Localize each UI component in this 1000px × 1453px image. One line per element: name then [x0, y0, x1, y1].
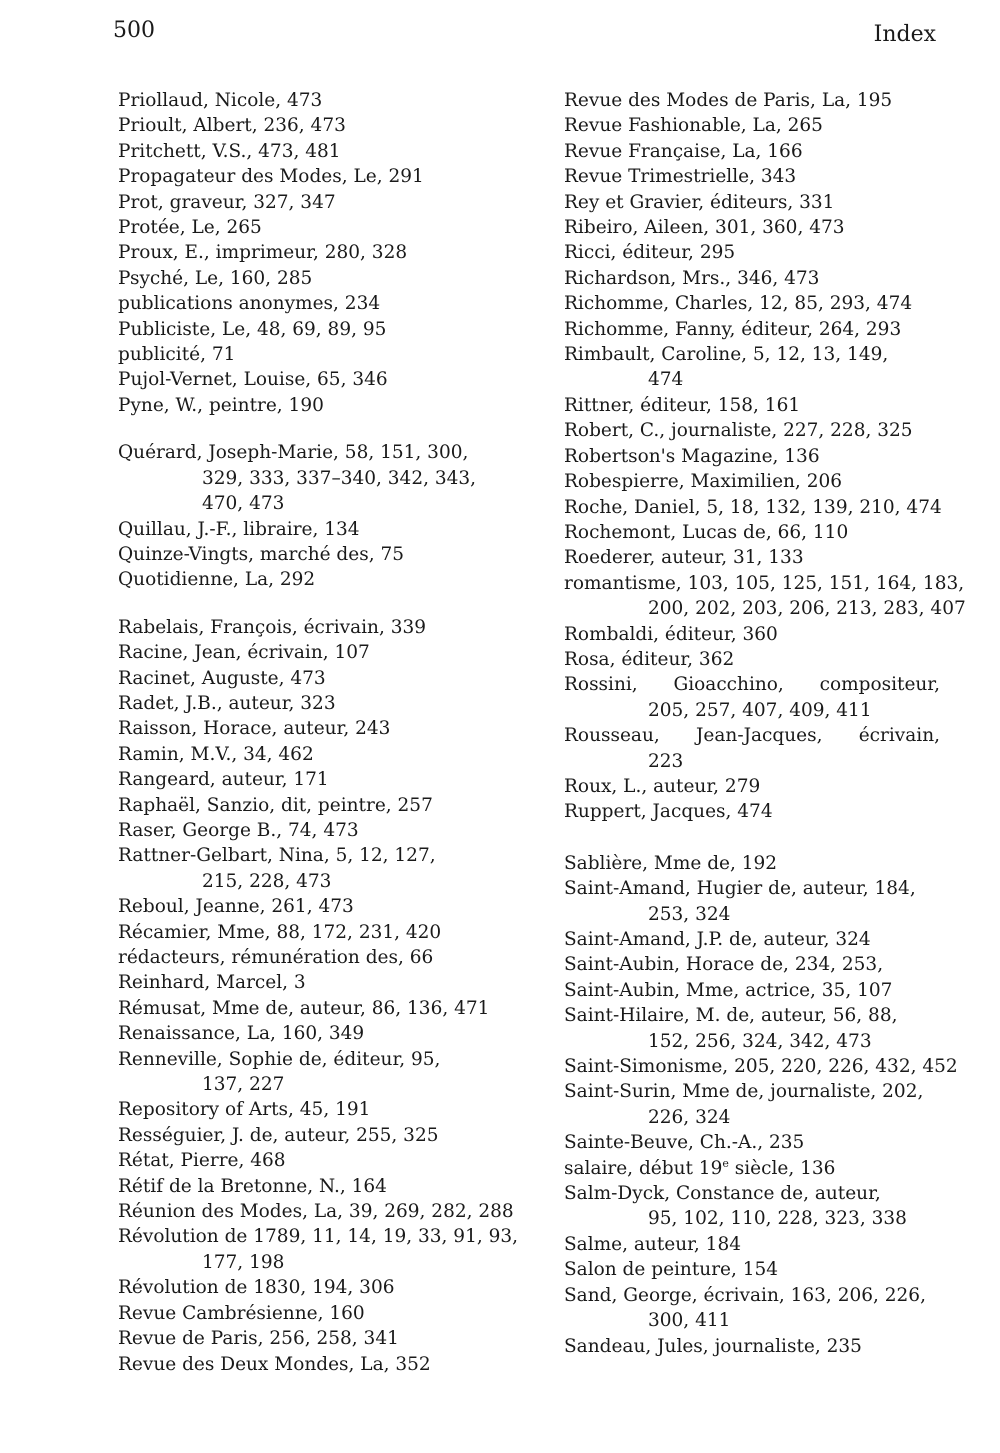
- index-entry: [564, 1156, 940, 1181]
- index-entry: Saint-Aubin, Horace de, 234, 253,: [564, 954, 884, 976]
- index-entry: Racinet, Auguste, 473: [118, 667, 326, 689]
- index-entry-part: Gioacchino,: [673, 674, 784, 696]
- index-entry-continuation: 205, 257, 407, 409, 411: [648, 699, 872, 721]
- index-entry: Salon de peinture, 154: [564, 1259, 779, 1281]
- running-head: Index: [873, 22, 936, 47]
- index-entry: Pritchett, V.S., 473, 481: [118, 140, 341, 162]
- index-entry: Réunion des Modes, La, 39, 269, 282, 288: [118, 1201, 514, 1223]
- index-entry-part: Jean-Jacques,: [696, 725, 823, 747]
- index-entry: Radet, J.B., auteur, 323: [118, 692, 336, 714]
- index-entry: Protée, Le, 265: [118, 217, 262, 239]
- index-entry: Reinhard, Marcel, 3: [118, 972, 306, 994]
- index-entry: Sandeau, Jules, journaliste, 235: [564, 1335, 862, 1357]
- index-entry: Ribeiro, Aileen, 301, 360, 473: [564, 217, 845, 239]
- index-entry-continuation: 177, 198: [202, 1251, 285, 1273]
- index-entry: Pujol-Vernet, Louise, 65, 346: [118, 369, 388, 391]
- index-entry: Raphaël, Sanzio, dit, peintre, 257: [118, 794, 433, 816]
- section-gap: [564, 825, 940, 851]
- index-entry: Robertson's Magazine, 136: [564, 445, 820, 467]
- index-entry-continuation: 474: [648, 369, 684, 391]
- index-entry: Richardson, Mrs., 346, 473: [564, 267, 820, 289]
- section-gap: [118, 418, 498, 440]
- index-entry: Révolution de 1789, 11, 14, 19, 33, 91, 93,: [118, 1226, 519, 1248]
- index-entry: Rombaldi, éditeur, 360: [564, 623, 778, 645]
- index-entry: [564, 672, 940, 697]
- index-entry: Pyne, W., peintre, 190: [118, 394, 324, 416]
- index-entry: Revue Trimestrielle, 343: [564, 166, 797, 188]
- index-entry: Revue Fashionable, La, 265: [564, 115, 823, 137]
- index-entry-part: Rossini,: [564, 674, 638, 696]
- index-entry: Révolution de 1830, 194, 306: [118, 1277, 395, 1299]
- index-entry: [564, 723, 940, 748]
- index-entry: publicité, 71: [118, 344, 236, 366]
- index-entry: Raisson, Horace, auteur, 243: [118, 718, 391, 740]
- index-entry-continuation: 223: [648, 750, 684, 772]
- index-entry-continuation: 95, 102, 110, 228, 323, 338: [648, 1208, 907, 1230]
- index-entry: Propagateur des Modes, Le, 291: [118, 166, 424, 188]
- index-entry: Sablière, Mme de, 192: [564, 852, 778, 874]
- index-entry: Saint-Simonisme, 205, 220, 226, 432, 452: [564, 1056, 958, 1078]
- index-entry-continuation: 226, 324: [648, 1106, 731, 1128]
- index-entry: Quinze-Vingts, marché des, 75: [118, 543, 405, 565]
- index-entry: Salm-Dyck, Constance de, auteur,: [564, 1183, 881, 1205]
- index-entry: Quotidienne, La, 292: [118, 569, 316, 591]
- index-entry: Saint-Amand, Hugier de, auteur, 184,: [564, 878, 916, 900]
- index-entry-part: salaire, début 19: [564, 1157, 723, 1179]
- index-entry: Revue des Deux Mondes, La, 352: [118, 1353, 431, 1375]
- index-entry-continuation: 329, 333, 337–340, 342, 343,: [202, 467, 477, 489]
- index-entry: Rémusat, Mme de, auteur, 86, 136, 471: [118, 997, 490, 1019]
- index-entry-continuation: 253, 324: [648, 903, 731, 925]
- index-entry: rédacteurs, rémunération des, 66: [118, 947, 434, 968]
- index-entry: Saint-Aubin, Mme, actrice, 35, 107: [564, 979, 893, 1001]
- index-entry: Rangeard, auteur, 171: [118, 769, 329, 791]
- index-entry: Ruppert, Jacques, 474: [564, 801, 773, 823]
- index-entry: Rosa, éditeur, 362: [564, 648, 735, 670]
- page-number: 500: [113, 18, 155, 43]
- index-entry: Saint-Hilaire, M. de, auteur, 56, 88,: [564, 1005, 898, 1027]
- index-entry: Revue Française, La, 166: [564, 140, 803, 162]
- index-column-left: [118, 88, 519, 1377]
- index-entry-part: Rousseau,: [564, 725, 660, 747]
- index-entry: Salme, auteur, 184: [564, 1233, 741, 1255]
- index-entry-continuation: 152, 256, 324, 342, 473: [648, 1030, 872, 1052]
- index-entry: Rétif de la Bretonne, N., 164: [118, 1175, 387, 1197]
- index-entry: Rétat, Pierre, 468: [118, 1150, 286, 1172]
- index-entry: Quillau, J.-F., libraire, 134: [118, 518, 360, 540]
- index-entry: Renneville, Sophie de, éditeur, 95,: [118, 1048, 441, 1070]
- index-entry: Rességuier, J. de, auteur, 255, 325: [118, 1124, 439, 1146]
- index-entry-part: siècle, 136: [728, 1157, 836, 1179]
- index-entry: Renaissance, La, 160, 349: [118, 1023, 365, 1045]
- index-entry: Prot, graveur, 327, 347: [118, 191, 336, 213]
- index-entry: Quérard, Joseph-Marie, 58, 151, 300,: [118, 442, 469, 464]
- index-entry: Publiciste, Le, 48, 69, 89, 95: [118, 318, 387, 340]
- index-entry-part: écrivain,: [858, 725, 940, 747]
- index-entry-part: compositeur,: [819, 674, 940, 696]
- index-entry: Rabelais, François, écrivain, 339: [118, 616, 427, 638]
- index-entry: Prioult, Albert, 236, 473: [118, 115, 346, 137]
- index-entry-continuation: 300, 411: [648, 1310, 731, 1332]
- index-entry: Revue de Paris, 256, 258, 341: [118, 1328, 399, 1350]
- index-entry: Psyché, Le, 160, 285: [118, 267, 313, 289]
- index-entry-continuation: 200, 202, 203, 206, 213, 283, 407: [648, 598, 966, 620]
- index-entry: Robert, C., journaliste, 227, 228, 325: [564, 420, 913, 442]
- index-entry: Revue des Modes de Paris, La, 195: [564, 90, 893, 111]
- index-entry: Richomme, Charles, 12, 85, 293, 474: [564, 293, 913, 315]
- index-entry: Proux, E., imprimeur, 280, 328: [118, 242, 408, 264]
- index-entry: Revue Cambrésienne, 160: [118, 1302, 365, 1324]
- index-entry: Rey et Gravier, éditeurs, 331: [564, 191, 835, 213]
- index-column-right: [564, 88, 966, 1359]
- index-entry: Saint-Surin, Mme de, journaliste, 202,: [564, 1081, 924, 1103]
- index-entry: Sainte-Beuve, Ch.-A., 235: [564, 1132, 805, 1154]
- index-entry: Saint-Amand, J.P. de, auteur, 324: [564, 929, 871, 950]
- index-entry: Roche, Daniel, 5, 18, 132, 139, 210, 474: [564, 496, 942, 518]
- index-entry: romantisme, 103, 105, 125, 151, 164, 183,: [564, 572, 965, 594]
- index-entry-continuation: 215, 228, 473: [202, 870, 332, 892]
- superscript: e: [722, 1156, 729, 1170]
- index-entry: Racine, Jean, écrivain, 107: [118, 642, 370, 664]
- index-entry: Récamier, Mme, 88, 172, 231, 420: [118, 921, 442, 943]
- index-entry: Reboul, Jeanne, 261, 473: [118, 896, 354, 918]
- section-gap: [118, 593, 498, 615]
- index-entry: Ricci, éditeur, 295: [564, 242, 736, 264]
- index-entry: Sand, George, écrivain, 163, 206, 226,: [564, 1284, 926, 1306]
- index-entry-continuation: 137, 227: [202, 1074, 285, 1096]
- index-entry: Roederer, auteur, 31, 133: [564, 547, 804, 569]
- index-entry: Robespierre, Maximilien, 206: [564, 471, 843, 493]
- index-entry: Priollaud, Nicole, 473: [118, 90, 323, 111]
- index-entry: Rattner-Gelbart, Nina, 5, 12, 127,: [118, 845, 436, 867]
- index-entry: Rittner, éditeur, 158, 161: [564, 394, 801, 416]
- index-entry: Ramin, M.V., 34, 462: [118, 743, 314, 765]
- index-entry: Repository of Arts, 45, 191: [118, 1099, 371, 1121]
- index-entry: Rochemont, Lucas de, 66, 110: [564, 521, 849, 543]
- index-entry: Roux, L., auteur, 279: [564, 775, 761, 797]
- index-entry: Raser, George B., 74, 473: [118, 819, 359, 841]
- index-entry-continuation: 470, 473: [202, 493, 285, 515]
- index-entry: Rimbault, Caroline, 5, 12, 13, 149,: [564, 344, 889, 366]
- index-entry: Richomme, Fanny, éditeur, 264, 293: [564, 318, 902, 340]
- index-entry: publications anonymes, 234: [118, 293, 381, 315]
